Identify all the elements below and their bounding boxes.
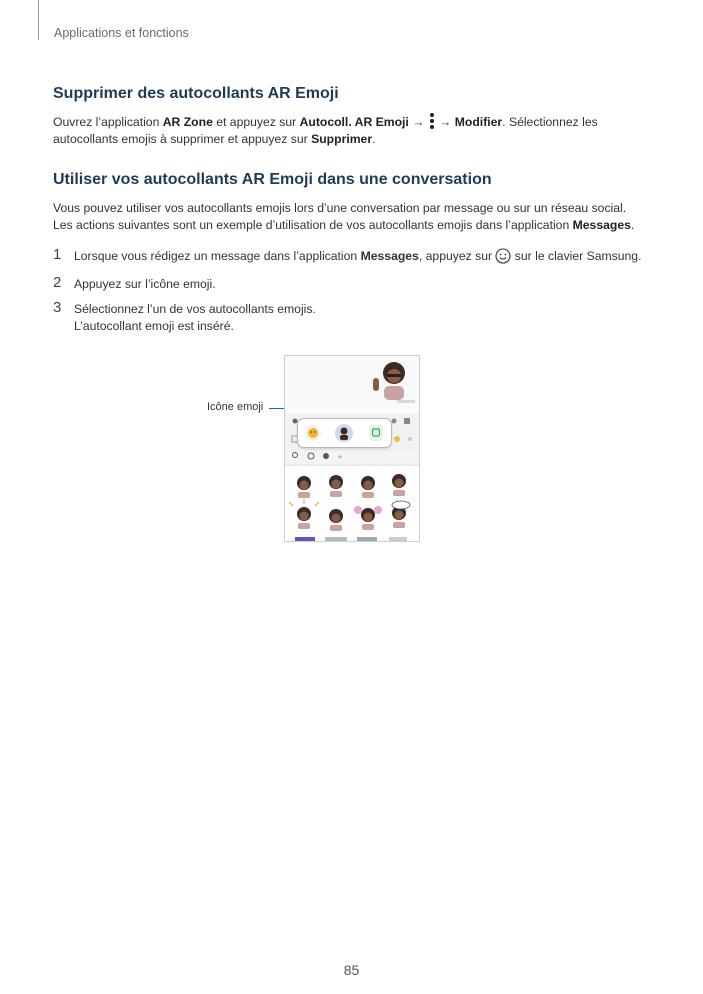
emoji-popup-icons	[298, 419, 391, 447]
sticker-icon	[369, 425, 383, 441]
svg-text:+: +	[337, 453, 343, 461]
more-options-icon	[428, 113, 436, 129]
emoji-face-icon	[308, 428, 318, 438]
emoji-smile-icon	[495, 248, 511, 264]
running-header: Applications et fonctions	[54, 26, 189, 40]
section-delete-body: Ouvrez l’application AR Zone et appuyez sur Autocoll. AR Emoji → → Modifier. Sélectionnez les autocollants emojis à supprimer et appuyez sur Supprimer.	[53, 115, 598, 146]
section-title-delete: Supprimer des autocollants AR Emoji	[53, 85, 339, 102]
emoji-popup	[297, 418, 392, 448]
page-number: 85	[343, 962, 360, 978]
margin-rule	[38, 0, 39, 40]
section-title-use: Utiliser vos autocollants AR Emoji dans une conversation	[53, 171, 492, 188]
callout-label: Icône emoji	[207, 401, 264, 413]
section-use-intro: Vous pouvez utiliser vos autocollants emojis lors d’une conversation par message ou sur un réseau social. Les actions suivantes sont un exemple d’utilisation de vos autocollants emojis dans l’application Messages.	[53, 201, 635, 232]
